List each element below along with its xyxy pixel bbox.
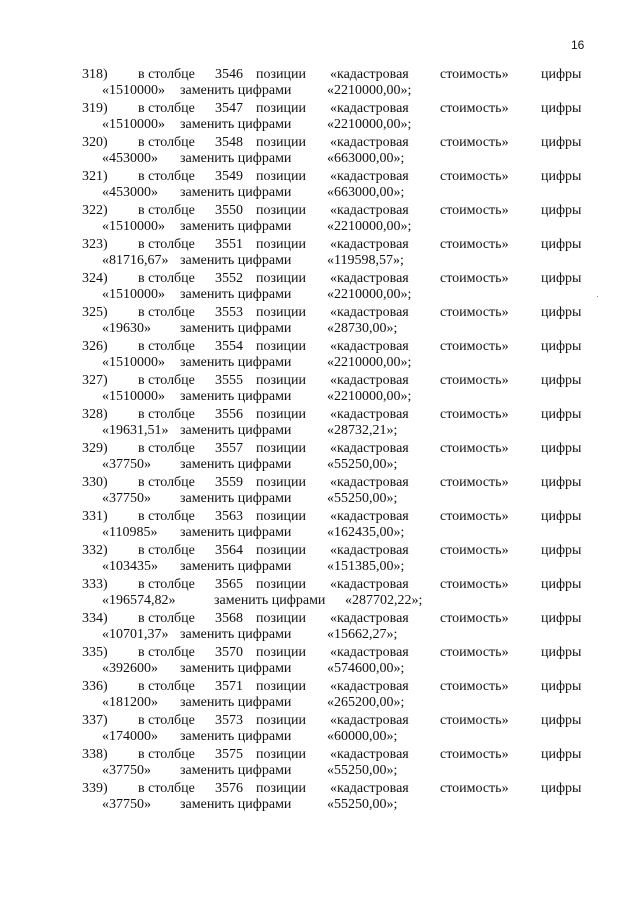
column-code: 3575 (215, 747, 243, 762)
entry-number: 337) (82, 713, 108, 728)
value-text: стоимость» (440, 203, 509, 218)
cadastral-text: «кадастровая (330, 203, 409, 218)
column-code: 3563 (215, 509, 243, 524)
amendment-entry (0, 542, 640, 576)
replace-text: заменить цифрами (180, 695, 292, 710)
position-text: позиции (256, 441, 306, 456)
new-value: «2210000,00»; (327, 355, 412, 370)
in-column-text: в столбце (138, 271, 195, 286)
entry-number: 320) (82, 135, 108, 150)
replace-text: заменить цифрами (180, 763, 292, 778)
value-text: стоимость» (440, 237, 509, 252)
position-text: позиции (256, 781, 306, 796)
in-column-text: в столбце (138, 373, 195, 388)
column-code: 3559 (215, 475, 243, 490)
value-text: стоимость» (440, 713, 509, 728)
column-code: 3565 (215, 577, 243, 592)
value-text: стоимость» (440, 679, 509, 694)
cadastral-text: «кадастровая (330, 407, 409, 422)
cadastral-text: «кадастровая (330, 135, 409, 150)
entry-number: 324) (82, 271, 108, 286)
cadastral-text: «кадастровая (330, 373, 409, 388)
replace-text: заменить цифрами (180, 457, 292, 472)
entry-number: 330) (82, 475, 108, 490)
position-text: позиции (256, 747, 306, 762)
entry-number: 332) (82, 543, 108, 558)
value-text: стоимость» (440, 169, 509, 184)
digits-text: цифры (541, 781, 582, 796)
position-text: позиции (256, 237, 306, 252)
cadastral-text: «кадастровая (330, 577, 409, 592)
value-text: стоимость» (440, 407, 509, 422)
digits-text: цифры (541, 271, 582, 286)
entry-number: 319) (82, 101, 108, 116)
old-value: «37750» (102, 763, 151, 778)
position-text: позиции (256, 135, 306, 150)
new-value: «55250,00»; (327, 797, 398, 812)
new-value: «55250,00»; (327, 457, 398, 472)
position-text: позиции (256, 475, 306, 490)
position-text: позиции (256, 543, 306, 558)
cadastral-text: «кадастровая (330, 679, 409, 694)
digits-text: цифры (541, 441, 582, 456)
old-value: «19630» (102, 321, 151, 336)
cadastral-text: «кадастровая (330, 169, 409, 184)
cadastral-text: «кадастровая (330, 781, 409, 796)
new-value: «574600,00»; (327, 661, 405, 676)
position-text: позиции (256, 67, 306, 82)
entry-number: 335) (82, 645, 108, 660)
position-text: позиции (256, 645, 306, 660)
digits-text: цифры (541, 169, 582, 184)
digits-text: цифры (541, 67, 582, 82)
column-code: 3557 (215, 441, 243, 456)
old-value: «1510000» (102, 117, 165, 132)
in-column-text: в столбце (138, 475, 195, 490)
digits-text: цифры (541, 237, 582, 252)
digits-text: цифры (541, 543, 582, 558)
in-column-text: в столбце (138, 509, 195, 524)
old-value: «453000» (102, 185, 158, 200)
digits-text: цифры (541, 713, 582, 728)
amendment-entry (0, 270, 640, 304)
digits-text: цифры (541, 305, 582, 320)
replace-text: заменить цифрами (180, 117, 292, 132)
new-value: «265200,00»; (327, 695, 405, 710)
new-value: «55250,00»; (327, 491, 398, 506)
value-text: стоимость» (440, 475, 509, 490)
amendment-entry (0, 338, 640, 372)
scan-speck (597, 296, 598, 297)
amendment-entry (0, 236, 640, 270)
old-value: «103435» (102, 559, 158, 574)
value-text: стоимость» (440, 747, 509, 762)
column-code: 3550 (215, 203, 243, 218)
value-text: стоимость» (440, 509, 509, 524)
old-value: «1510000» (102, 83, 165, 98)
cadastral-text: «кадастровая (330, 237, 409, 252)
cadastral-text: «кадастровая (330, 475, 409, 490)
replace-text: заменить цифрами (180, 491, 292, 506)
value-text: стоимость» (440, 339, 509, 354)
position-text: позиции (256, 509, 306, 524)
column-code: 3576 (215, 781, 243, 796)
replace-text: заменить цифрами (180, 559, 292, 574)
in-column-text: в столбце (138, 781, 195, 796)
amendment-entry (0, 678, 640, 712)
column-code: 3551 (215, 237, 243, 252)
amendment-entry (0, 508, 640, 542)
old-value: «110985» (102, 525, 158, 540)
new-value: «15662,27»; (327, 627, 398, 642)
value-text: стоимость» (440, 373, 509, 388)
in-column-text: в столбце (138, 543, 195, 558)
in-column-text: в столбце (138, 441, 195, 456)
cadastral-text: «кадастровая (330, 611, 409, 626)
column-code: 3570 (215, 645, 243, 660)
entry-number: 333) (82, 577, 108, 592)
digits-text: цифры (541, 509, 582, 524)
amendment-entry (0, 202, 640, 236)
digits-text: цифры (541, 679, 582, 694)
entry-number: 328) (82, 407, 108, 422)
value-text: стоимость» (440, 101, 509, 116)
digits-text: цифры (541, 645, 582, 660)
new-value: «28732,21»; (327, 423, 398, 438)
new-value: «287702,22»; (345, 593, 423, 608)
amendment-entry (0, 100, 640, 134)
value-text: стоимость» (440, 543, 509, 558)
position-text: позиции (256, 577, 306, 592)
amendment-entry (0, 746, 640, 780)
value-text: стоимость» (440, 305, 509, 320)
page-number: 16 (571, 38, 585, 52)
amendment-entry (0, 372, 640, 406)
new-value: «663000,00»; (327, 151, 405, 166)
entry-number: 336) (82, 679, 108, 694)
old-value: «1510000» (102, 389, 165, 404)
entry-number: 325) (82, 305, 108, 320)
value-text: стоимость» (440, 645, 509, 660)
entry-number: 331) (82, 509, 108, 524)
amendment-entry (0, 304, 640, 338)
in-column-text: в столбце (138, 135, 195, 150)
old-value: «181200» (102, 695, 158, 710)
digits-text: цифры (541, 339, 582, 354)
value-text: стоимость» (440, 577, 509, 592)
new-value: «28730,00»; (327, 321, 398, 336)
replace-text: заменить цифрами (180, 151, 292, 166)
column-code: 3568 (215, 611, 243, 626)
column-code: 3564 (215, 543, 243, 558)
entry-number: 322) (82, 203, 108, 218)
entry-number: 339) (82, 781, 108, 796)
cadastral-text: «кадастровая (330, 101, 409, 116)
old-value: «81716,67» (102, 253, 169, 268)
new-value: «119598,57»; (327, 253, 404, 268)
old-value: «37750» (102, 797, 151, 812)
replace-text: заменить цифрами (180, 219, 292, 234)
position-text: позиции (256, 203, 306, 218)
amendment-list (0, 66, 640, 814)
in-column-text: в столбце (138, 237, 195, 252)
position-text: позиции (256, 339, 306, 354)
cadastral-text: «кадастровая (330, 305, 409, 320)
cadastral-text: «кадастровая (330, 509, 409, 524)
column-code: 3553 (215, 305, 243, 320)
cadastral-text: «кадастровая (330, 645, 409, 660)
entry-number: 334) (82, 611, 108, 626)
position-text: позиции (256, 271, 306, 286)
column-code: 3556 (215, 407, 243, 422)
replace-text: заменить цифрами (180, 661, 292, 676)
in-column-text: в столбце (138, 305, 195, 320)
new-value: «663000,00»; (327, 185, 405, 200)
replace-text: заменить цифрами (180, 321, 292, 336)
in-column-text: в столбце (138, 101, 195, 116)
column-code: 3552 (215, 271, 243, 286)
cadastral-text: «кадастровая (330, 271, 409, 286)
replace-text: заменить цифрами (180, 355, 292, 370)
old-value: «1510000» (102, 287, 165, 302)
old-value: «174000» (102, 729, 158, 744)
old-value: «19631,51» (102, 423, 169, 438)
position-text: позиции (256, 407, 306, 422)
amendment-entry (0, 644, 640, 678)
cadastral-text: «кадастровая (330, 67, 409, 82)
old-value: «1510000» (102, 219, 165, 234)
column-code: 3546 (215, 67, 243, 82)
column-code: 3549 (215, 169, 243, 184)
position-text: позиции (256, 169, 306, 184)
entry-number: 323) (82, 237, 108, 252)
digits-text: цифры (541, 475, 582, 490)
amendment-entry (0, 66, 640, 100)
old-value: «10701,37» (102, 627, 169, 642)
new-value: «151385,00»; (327, 559, 405, 574)
entry-number: 338) (82, 747, 108, 762)
replace-text: заменить цифрами (180, 83, 292, 98)
amendment-entry (0, 474, 640, 508)
old-value: «37750» (102, 491, 151, 506)
amendment-entry (0, 780, 640, 814)
amendment-entry (0, 440, 640, 474)
position-text: позиции (256, 713, 306, 728)
replace-text: заменить цифрами (180, 185, 292, 200)
replace-text: заменить цифрами (180, 253, 292, 268)
column-code: 3571 (215, 679, 243, 694)
value-text: стоимость» (440, 441, 509, 456)
amendment-entry (0, 576, 640, 610)
position-text: позиции (256, 101, 306, 116)
in-column-text: в столбце (138, 203, 195, 218)
value-text: стоимость» (440, 135, 509, 150)
digits-text: цифры (541, 747, 582, 762)
position-text: позиции (256, 679, 306, 694)
new-value: «2210000,00»; (327, 83, 412, 98)
replace-text: заменить цифрами (180, 797, 292, 812)
replace-text: заменить цифрами (180, 423, 292, 438)
value-text: стоимость» (440, 611, 509, 626)
position-text: позиции (256, 305, 306, 320)
value-text: стоимость» (440, 67, 509, 82)
in-column-text: в столбце (138, 169, 195, 184)
column-code: 3555 (215, 373, 243, 388)
column-code: 3547 (215, 101, 243, 116)
digits-text: цифры (541, 135, 582, 150)
replace-text: заменить цифрами (180, 389, 292, 404)
in-column-text: в столбце (138, 407, 195, 422)
old-value: «453000» (102, 151, 158, 166)
cadastral-text: «кадастровая (330, 747, 409, 762)
amendment-entry (0, 406, 640, 440)
column-code: 3554 (215, 339, 243, 354)
in-column-text: в столбце (138, 713, 195, 728)
replace-text: заменить цифрами (180, 287, 292, 302)
amendment-entry (0, 610, 640, 644)
new-value: «2210000,00»; (327, 219, 412, 234)
replace-text: заменить цифрами (180, 627, 292, 642)
new-value: «2210000,00»; (327, 389, 412, 404)
cadastral-text: «кадастровая (330, 441, 409, 456)
new-value: «162435,00»; (327, 525, 405, 540)
in-column-text: в столбце (138, 577, 195, 592)
entry-number: 327) (82, 373, 108, 388)
cadastral-text: «кадастровая (330, 713, 409, 728)
column-code: 3548 (215, 135, 243, 150)
entry-number: 321) (82, 169, 108, 184)
old-value: «1510000» (102, 355, 165, 370)
digits-text: цифры (541, 101, 582, 116)
amendment-entry (0, 168, 640, 202)
old-value: «37750» (102, 457, 151, 472)
in-column-text: в столбце (138, 679, 195, 694)
digits-text: цифры (541, 611, 582, 626)
replace-text: заменить цифрами (180, 525, 292, 540)
digits-text: цифры (541, 373, 582, 388)
digits-text: цифры (541, 203, 582, 218)
new-value: «55250,00»; (327, 763, 398, 778)
column-code: 3573 (215, 713, 243, 728)
position-text: позиции (256, 373, 306, 388)
in-column-text: в столбце (138, 645, 195, 660)
entry-number: 329) (82, 441, 108, 456)
new-value: «2210000,00»; (327, 287, 412, 302)
new-value: «2210000,00»; (327, 117, 412, 132)
old-value: «196574,82» (102, 593, 176, 608)
amendment-entry (0, 134, 640, 168)
value-text: стоимость» (440, 271, 509, 286)
amendment-entry (0, 712, 640, 746)
position-text: позиции (256, 611, 306, 626)
in-column-text: в столбце (138, 67, 195, 82)
digits-text: цифры (541, 577, 582, 592)
in-column-text: в столбце (138, 611, 195, 626)
value-text: стоимость» (440, 781, 509, 796)
digits-text: цифры (541, 407, 582, 422)
new-value: «60000,00»; (327, 729, 398, 744)
replace-text: заменить цифрами (180, 729, 292, 744)
entry-number: 326) (82, 339, 108, 354)
old-value: «392600» (102, 661, 158, 676)
entry-number: 318) (82, 67, 108, 82)
cadastral-text: «кадастровая (330, 543, 409, 558)
in-column-text: в столбце (138, 339, 195, 354)
replace-text: заменить цифрами (214, 593, 326, 608)
in-column-text: в столбце (138, 747, 195, 762)
cadastral-text: «кадастровая (330, 339, 409, 354)
